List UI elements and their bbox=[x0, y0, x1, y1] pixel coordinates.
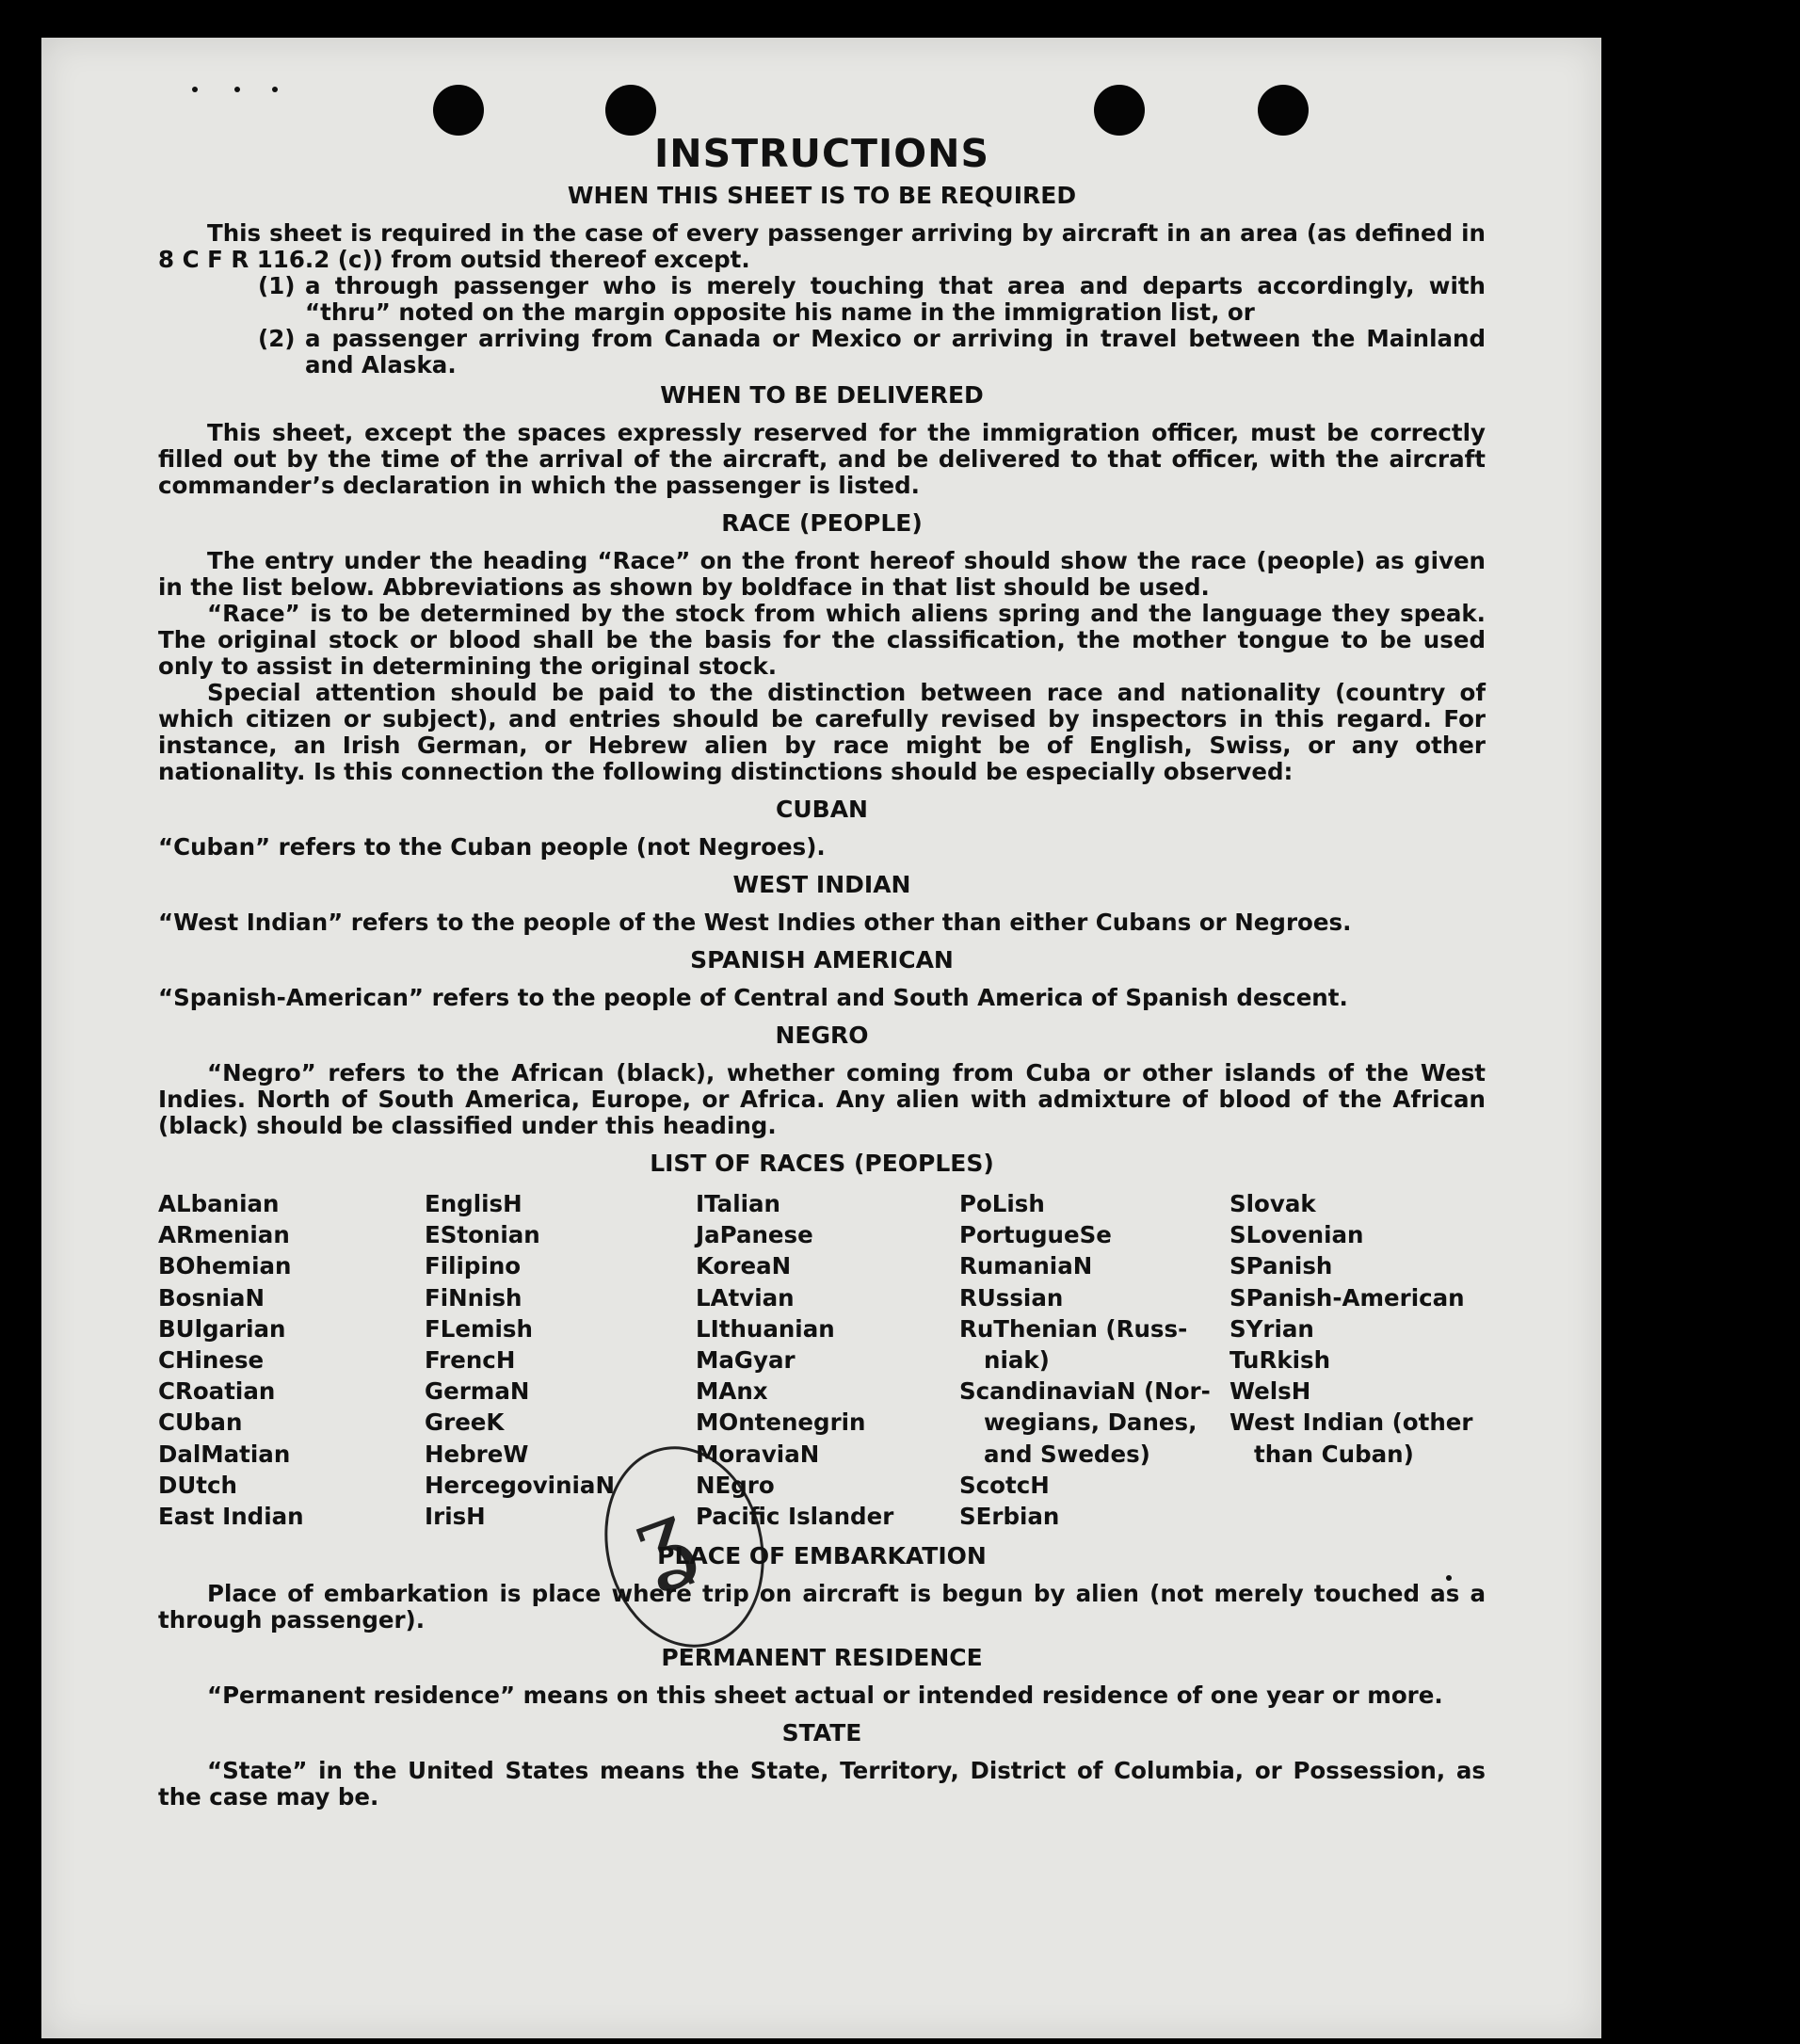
exception-number: (2) bbox=[258, 325, 296, 352]
cuban-text: “Cuban” refers to the Cuban people (not Negroes). bbox=[158, 833, 826, 861]
punch-hole bbox=[1258, 85, 1309, 136]
punch-hole bbox=[1094, 85, 1145, 136]
race-entry: IrisH bbox=[425, 1503, 486, 1531]
speck bbox=[272, 87, 278, 92]
races-list bbox=[158, 1188, 1486, 1532]
race-entry: PoLish bbox=[959, 1190, 1045, 1217]
race-entry: ALbanian bbox=[158, 1190, 280, 1217]
race-entry: GermaN bbox=[425, 1377, 530, 1406]
punch-hole bbox=[605, 85, 656, 136]
race-entry: CUban bbox=[158, 1408, 243, 1437]
race-entry: RumaniaN bbox=[959, 1252, 1093, 1280]
heading-embarkation: PLACE OF EMBARKATION bbox=[657, 1542, 987, 1570]
when-delivered-text: This sheet, except the spaces expressly reserved for the immigration officer, must be correctly filled out by the time of the arrival of the aircraft, and be delivered to that officer, with the aircraft commander’s declaration in which the passenger is listed. bbox=[158, 419, 1486, 499]
race-entry: BUlgarian bbox=[158, 1314, 286, 1343]
race-entry: MaGyar bbox=[696, 1346, 796, 1375]
race-entry: MOntenegrin bbox=[696, 1408, 866, 1437]
spanish-american-text: “Spanish-American” refers to the people of Central and South America of Spanish descent. bbox=[158, 984, 1348, 1011]
race-entry: GreeK bbox=[425, 1408, 505, 1437]
race-entry: SLovenian bbox=[1229, 1221, 1364, 1249]
race-entry: ITalian bbox=[696, 1190, 780, 1217]
page-title: INSTRUCTIONS bbox=[654, 131, 989, 176]
race-entry: Filipino bbox=[425, 1252, 522, 1280]
race-entry: SErbian bbox=[959, 1503, 1060, 1531]
race-entry: EnglisH bbox=[425, 1190, 522, 1217]
race-entry: NEgro bbox=[696, 1471, 775, 1499]
race-entry: TuRkish bbox=[1229, 1346, 1331, 1375]
race-entry: MoraviaN bbox=[696, 1440, 820, 1468]
state-text: “State” in the United States means the State, Territory, District of Columbia, or Possession, as the case may be. bbox=[158, 1757, 1486, 1811]
heading-when-required: WHEN THIS SHEET IS TO BE REQUIRED bbox=[567, 182, 1077, 209]
races-column bbox=[425, 1188, 696, 1532]
handwritten-mark: ʓ bbox=[617, 1476, 705, 1600]
race-entry: CHinese bbox=[158, 1346, 265, 1375]
race-entry: WelsH bbox=[1229, 1377, 1311, 1406]
heading-state: STATE bbox=[781, 1719, 862, 1747]
race-entry: EStonian bbox=[425, 1221, 540, 1249]
race-entry: Pacific Islander bbox=[696, 1503, 894, 1531]
race-entry: HercegoviniaN bbox=[425, 1471, 615, 1499]
race-entry: FrencH bbox=[425, 1346, 516, 1375]
race-entry: RuThenian (Russ- bbox=[959, 1314, 1188, 1343]
race-entry: HebreW bbox=[425, 1440, 529, 1468]
heading-list-of-races: LIST OF RACES (PEOPLES) bbox=[650, 1150, 994, 1177]
instructions-content bbox=[158, 130, 1486, 1811]
heading-race: RACE (PEOPLE) bbox=[721, 509, 923, 537]
race-paragraph: “Race” is to be determined by the stock from which aliens spring and the language they speak. The original stock or blood shall be the basis for the classification, the mother tongue to be used only to assist in determining the original stock. bbox=[158, 600, 1486, 680]
document-page bbox=[41, 38, 1601, 2038]
heading-spanish-american: SPANISH AMERICAN bbox=[690, 946, 954, 974]
race-entry: and Swedes) bbox=[984, 1440, 1150, 1468]
race-entry: LAtvian bbox=[696, 1283, 795, 1312]
races-column bbox=[696, 1188, 959, 1532]
race-entry: Slovak bbox=[1229, 1190, 1316, 1217]
race-entry: SPanish bbox=[1229, 1252, 1333, 1280]
residence-text: “Permanent residence” means on this sheet actual or intended residence of one year or more. bbox=[207, 1682, 1443, 1710]
race-entry: LIthuanian bbox=[696, 1314, 835, 1343]
race-entry: than Cuban) bbox=[1254, 1440, 1414, 1468]
heading-when-delivered: WHEN TO BE DELIVERED bbox=[660, 381, 984, 409]
when-required-intro: This sheet is required in the case of every passenger arriving by aircraft in an area (as defined in 8 C F R 116.2 (c)) from outsid thereof except. bbox=[158, 219, 1486, 273]
race-entry: BOhemian bbox=[158, 1252, 292, 1280]
exception-item bbox=[258, 326, 1486, 378]
race-entry: JaPanese bbox=[696, 1221, 813, 1249]
embarkation-text: Place of embarkation is place where trip on aircraft is begun by alien (not merely touched as a through passenger). bbox=[158, 1580, 1486, 1634]
race-entry: ScandinaviaN (Nor- bbox=[959, 1377, 1211, 1406]
races-column bbox=[959, 1188, 1229, 1532]
race-entry: SPanish-American bbox=[1229, 1283, 1465, 1312]
west-indian-text: “West Indian” refers to the people of the West Indies other than either Cubans or Negroes. bbox=[158, 909, 1352, 936]
heading-permanent-residence: PERMANENT RESIDENCE bbox=[661, 1644, 983, 1672]
race-entry: CRoatian bbox=[158, 1377, 276, 1406]
race-entry: KoreaN bbox=[696, 1252, 792, 1280]
race-entry: FiNnish bbox=[425, 1283, 522, 1312]
race-entry: niak) bbox=[984, 1346, 1050, 1375]
punch-hole bbox=[433, 85, 484, 136]
race-entry: MAnx bbox=[696, 1377, 768, 1406]
negro-text: “Negro” refers to the African (black), whether coming from Cuba or other islands of the West Indies. North of South America, Europe, or Africa. Any alien with admixture of blood of the African (black) should be classified under this heading. bbox=[158, 1059, 1486, 1139]
race-entry: East Indian bbox=[158, 1503, 304, 1531]
race-entry: RUssian bbox=[959, 1283, 1064, 1312]
race-entry: PortugueSe bbox=[959, 1221, 1112, 1249]
race-entry: FLemish bbox=[425, 1314, 533, 1343]
exception-item bbox=[258, 273, 1486, 326]
race-entry: wegians, Danes, bbox=[984, 1408, 1197, 1437]
exception-number: (1) bbox=[258, 272, 296, 299]
race-entry: ScotcH bbox=[959, 1471, 1050, 1499]
race-entry: West Indian (other bbox=[1229, 1408, 1473, 1437]
heading-cuban: CUBAN bbox=[776, 796, 868, 823]
heading-negro: NEGRO bbox=[775, 1022, 869, 1049]
race-entry: ARmenian bbox=[158, 1221, 290, 1249]
race-entry: DalMatian bbox=[158, 1440, 291, 1468]
race-entry: BosniaN bbox=[158, 1283, 265, 1312]
speck bbox=[234, 87, 240, 92]
heading-west-indian: WEST INDIAN bbox=[732, 871, 911, 898]
race-paragraph: Special attention should be paid to the distinction between race and nationality (country of which citizen or subject), and entries should be carefully revised by inspectors in this regard. For instance, an Irish German, or Hebrew alien by race might be of English, Swiss, or any other nationality. Is this connection the following distinctions should be especially observed: bbox=[158, 679, 1486, 785]
races-column bbox=[158, 1188, 425, 1532]
race-entry: SYrian bbox=[1229, 1314, 1314, 1343]
speck bbox=[192, 87, 198, 92]
races-column bbox=[1229, 1188, 1486, 1532]
exception-text: a through passenger who is merely touching that area and departs accordingly, with “thru” noted on the margin opposite his name in the immigration list, or bbox=[305, 272, 1486, 326]
race-paragraph: The entry under the heading “Race” on the front hereof should show the race (people) as given in the list below. Abbreviations as shown by boldface in that list should be used. bbox=[158, 547, 1486, 601]
exception-text: a passenger arriving from Canada or Mexico or arriving in travel between the Mainland and Alaska. bbox=[305, 325, 1486, 378]
race-entry: DUtch bbox=[158, 1471, 237, 1499]
